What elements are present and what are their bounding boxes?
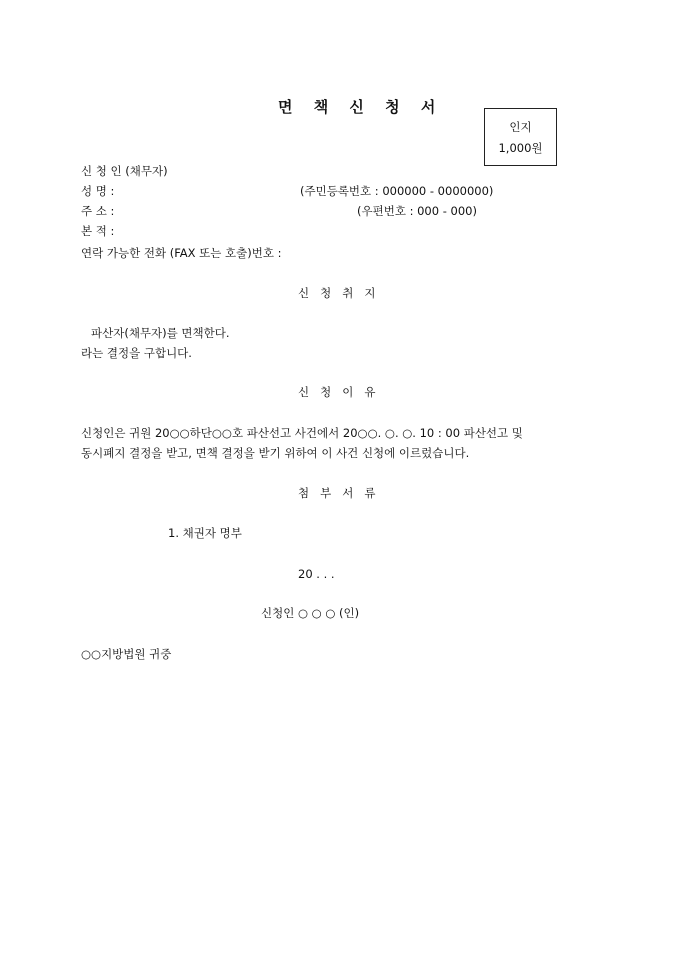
resident-number-field: (주민등록번호 : 000000 - 0000000) xyxy=(300,184,494,198)
purpose-line-2: 라는 결정을 구합니다. xyxy=(81,346,192,360)
revenue-stamp-box xyxy=(484,108,557,166)
address-label: 주 소 : xyxy=(81,204,115,218)
name-label: 성 명 : xyxy=(81,184,115,198)
reason-heading: 신청이유 xyxy=(298,385,387,399)
attachment-item-1: 1. 채권자 명부 xyxy=(168,526,242,540)
applicant-header: 신 청 인 (채무자) xyxy=(81,164,168,178)
stamp-amount: 1,000원 xyxy=(498,141,543,155)
domicile-label: 본 적 : xyxy=(81,224,115,238)
stamp-label: 인지 xyxy=(509,120,532,134)
applicant-signature: 신청인 ○ ○ ○ (인) xyxy=(261,606,360,620)
date-line: 20 . . . xyxy=(298,567,335,581)
reason-line-2: 동시폐지 결정을 받고, 면책 결정을 받기 위하여 이 사건 신청에 이르렀습니다. xyxy=(81,446,470,460)
phone-label: 연락 가능한 전화 (FAX 또는 호출)번호 : xyxy=(81,246,282,260)
court-addressee: ○○지방법원 귀중 xyxy=(81,647,172,661)
reason-line-1: 신청인은 귀원 20○○하단○○호 파산선고 사건에서 20○○. ○. ○. 10 : 00 파산선고 및 xyxy=(81,426,523,440)
postal-code-field: (우편번호 : 000 - 000) xyxy=(357,204,477,218)
purpose-line-1: 파산자(채무자)를 면책한다. xyxy=(91,326,230,340)
document-title: 면 책 신 청 서 xyxy=(278,98,444,116)
purpose-heading: 신청취지 xyxy=(298,286,387,300)
attachments-heading: 첨부서류 xyxy=(298,486,387,500)
